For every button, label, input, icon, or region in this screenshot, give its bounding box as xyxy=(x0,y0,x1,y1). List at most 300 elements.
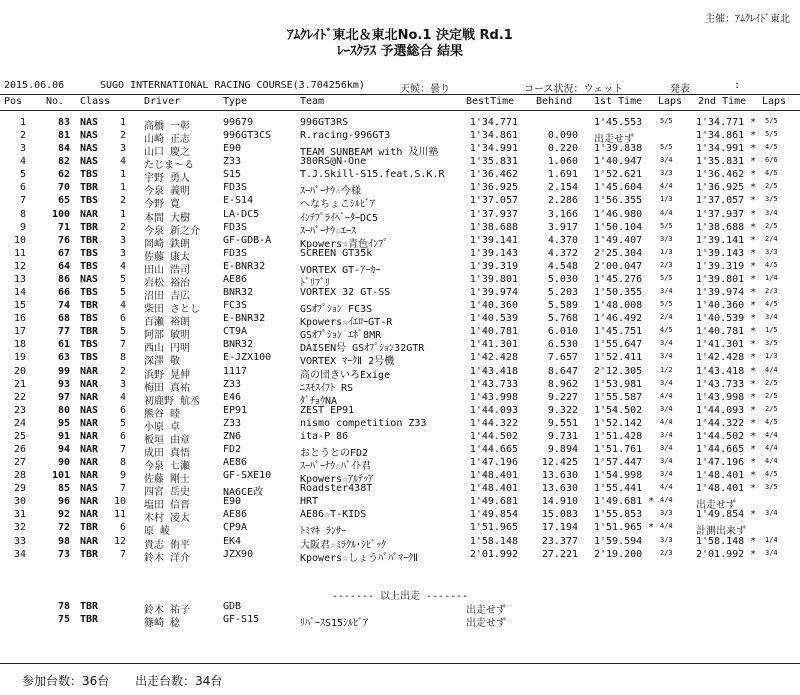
row-driver: 西山 円明 xyxy=(144,343,191,355)
row-no: 94 xyxy=(57,444,70,455)
row-no: 97 xyxy=(57,391,70,403)
row-best: 1'37.057 xyxy=(469,195,518,207)
row-best: 1'34.861 xyxy=(469,130,518,142)
course-name: SUGO INTERNATIONAL RACING COURSE(3.704256km) xyxy=(100,80,365,91)
row-pos: 14 xyxy=(13,287,26,299)
row-laps1: 4/5 xyxy=(660,326,673,335)
table-row xyxy=(0,418,800,431)
row-pos: 19 xyxy=(13,352,26,364)
row-class-pos: 7 xyxy=(119,483,126,495)
row-no: 77 xyxy=(57,326,70,338)
row-no: 91 xyxy=(57,430,70,442)
row-best: 1'48.401 xyxy=(469,470,518,482)
row-class: TBS xyxy=(80,260,99,272)
row-first-time: 1'49.681 * xyxy=(594,496,655,508)
row-class: TBS xyxy=(80,352,99,364)
row-laps2: 4/4 xyxy=(765,444,778,452)
row-class-pos: 3 xyxy=(119,143,126,155)
row-type: FD3S xyxy=(223,247,248,259)
table-row xyxy=(0,222,800,235)
row-no: 72 xyxy=(57,522,70,534)
row-pos: 20 xyxy=(13,365,26,377)
row-laps2: 4/5 xyxy=(765,143,778,152)
row-best: 1'49.681 xyxy=(469,496,518,508)
row-best: 1'39.141 xyxy=(469,234,518,246)
table-row xyxy=(0,366,800,379)
row-laps1: 1/3 xyxy=(660,247,673,256)
table-row xyxy=(0,496,800,512)
row-class-pos: 3 xyxy=(119,378,126,390)
row-type: AE86 xyxy=(223,273,248,285)
row-best: 1'42.428 xyxy=(469,352,518,364)
row-best: 1'36.925 xyxy=(469,182,518,194)
row-pos: 15 xyxy=(13,300,26,312)
table-row xyxy=(0,300,800,316)
row-type: ZN6 xyxy=(223,430,242,442)
row-best: 1'40.360 xyxy=(469,300,518,312)
row-type: FD3S xyxy=(223,182,248,194)
row-second-time: 1'43.998 * xyxy=(696,391,757,403)
row-class: NAS xyxy=(80,143,99,155)
row-laps2: 1/4 xyxy=(765,535,778,544)
table-row xyxy=(0,379,800,392)
row-pos: 30 xyxy=(13,496,26,508)
header-bottom-rule xyxy=(0,110,800,111)
table-row xyxy=(0,339,800,355)
row-class-pos: 3 xyxy=(119,234,126,246)
row-behind: 3.166 xyxy=(547,208,578,220)
row-team: ZEST EP91 xyxy=(300,404,355,416)
row-no: 70 xyxy=(57,182,70,194)
row-laps1: 3/4 xyxy=(660,404,673,413)
row-behind: 6.010 xyxy=(547,326,578,338)
row-driver: 百瀬 裕朗 xyxy=(144,317,191,329)
row-pos: 3 xyxy=(19,143,26,155)
row-team: VORTEX ﾏｰｸⅡ 2号機 xyxy=(300,356,395,368)
row-second-time: 出走せず xyxy=(696,500,736,512)
row-best: 1'35.831 xyxy=(469,156,518,168)
dns-class: TBR xyxy=(80,601,99,612)
row-team: VORTEX GT-ｱｰｶｰ xyxy=(300,264,381,276)
row-class-pos: 5 xyxy=(119,417,126,429)
row-type: Z33 xyxy=(223,378,242,390)
row-second-time: 1'34.771 * xyxy=(696,117,757,128)
row-best: 1'37.937 xyxy=(469,208,518,220)
table-row xyxy=(0,182,800,198)
starters-separator: ------- 以上出走 ------- xyxy=(331,591,469,602)
row-driver: 佐藤 剛士 xyxy=(144,474,191,486)
row-class: NAS xyxy=(80,273,99,285)
row-first-time: 1'39.838 xyxy=(594,143,643,155)
row-laps1: 3/4 xyxy=(660,444,673,452)
row-laps1: 4/4 xyxy=(660,417,673,426)
row-driver: 本間 大樹 xyxy=(144,212,191,224)
row-class-pos: 7 xyxy=(119,444,126,455)
row-driver: 今泉 義明 xyxy=(144,186,191,198)
row-no: 65 xyxy=(57,195,70,207)
row-class: TBR xyxy=(80,326,99,338)
row-behind: 23.377 xyxy=(541,535,578,547)
starters-count: 出走台数：34台 xyxy=(135,674,223,688)
row-class-pos: 11 xyxy=(114,509,127,521)
dns-status: 出走せず xyxy=(466,618,506,629)
row-pos: 16 xyxy=(13,313,26,325)
row-laps1: 5/5 xyxy=(660,221,673,230)
row-team: へなちょこｼﾙﾋﾞｱ xyxy=(300,199,375,211)
row-first-time: 1'53.981 xyxy=(594,378,643,390)
table-row xyxy=(0,326,800,342)
row-pos: 18 xyxy=(13,339,26,351)
row-second-time: 1'39.319 * xyxy=(696,260,757,272)
row-best: 1'44.665 xyxy=(469,444,518,455)
row-laps2: 4/5 xyxy=(765,169,778,178)
event-date: 2015.06.06 xyxy=(4,80,65,91)
row-behind: 8.962 xyxy=(547,378,578,390)
header-type: Type xyxy=(223,96,248,107)
row-class: TBR xyxy=(80,221,99,233)
row-best: 1'39.143 xyxy=(469,247,518,259)
row-laps1: 3/4 xyxy=(660,457,673,466)
weather-label: 天候：曇り xyxy=(400,84,450,95)
row-no: 63 xyxy=(57,352,70,364)
dns-team: ﾘﾊﾞｰｽS15ｼﾙﾋﾞｱ xyxy=(300,618,369,629)
row-laps1: 2/3 xyxy=(660,260,673,269)
row-laps1: 1/2 xyxy=(660,365,673,374)
row-team: ﾄﾐﾏｷ ﾗﾝｻｰ xyxy=(300,526,347,538)
row-first-time: 1'51.965 * xyxy=(594,522,655,534)
row-behind: 6.530 xyxy=(547,339,578,351)
row-class: TBR xyxy=(80,300,99,312)
row-first-time: 2'25.304 xyxy=(594,247,643,259)
row-driver: 山口 慶之 xyxy=(144,147,191,159)
row-team: ita-P 86 xyxy=(300,430,349,442)
row-class-pos: 8 xyxy=(119,352,126,364)
row-laps2: 1/5 xyxy=(765,326,778,335)
row-behind: 2.286 xyxy=(547,195,578,207)
header-best: BestTime xyxy=(466,96,515,107)
row-driver: 高橋 一彰 xyxy=(144,121,191,132)
row-driver: 今泉 新之介 xyxy=(144,225,201,237)
dns-type: GF-S15 xyxy=(223,614,260,625)
row-class: NAR xyxy=(80,208,99,220)
row-type: S15 xyxy=(223,169,242,181)
row-laps1: 3/3 xyxy=(660,169,673,178)
row-pos: 22 xyxy=(13,391,26,403)
row-driver: 四宮 岳史 xyxy=(144,487,191,499)
table-row xyxy=(0,248,800,261)
row-no: 76 xyxy=(57,234,70,246)
row-team: 大阪君☆ﾐﾗｸﾙ･ｼﾋﾞｯｸ xyxy=(300,539,387,551)
row-laps2: 2/5 xyxy=(765,378,778,387)
row-team: Kpowers☆青色ｲﾝﾌﾟ xyxy=(300,238,389,250)
row-driver: 佐藤 康太 xyxy=(144,251,191,263)
row-behind: 1.060 xyxy=(547,156,578,168)
row-laps1: 4/4 xyxy=(660,391,673,400)
row-team: ﾀﾞﾁｮｳNA xyxy=(300,395,338,407)
announce-time: : xyxy=(734,80,741,91)
row-first-time: 1'59.594 xyxy=(594,535,643,547)
dns-driver: 鈴木 祐子 xyxy=(144,605,191,616)
row-first-time: 1'55.441 xyxy=(594,483,643,495)
row-laps1: 4/4 xyxy=(660,496,673,505)
row-no: 67 xyxy=(57,247,70,259)
row-first-time: 1'51.428 xyxy=(594,430,643,442)
row-no: 95 xyxy=(57,417,70,429)
row-no: 61 xyxy=(57,339,70,351)
row-driver: 鈴木 洋介 xyxy=(144,552,191,564)
row-behind: 4.370 xyxy=(547,234,578,246)
row-class-pos: 6 xyxy=(119,522,126,534)
header-first: 1st Time xyxy=(594,96,643,107)
row-laps1: 5/5 xyxy=(660,143,673,152)
row-no: 62 xyxy=(57,169,70,181)
row-class: TBS xyxy=(80,287,99,299)
announce-label: 発表 xyxy=(670,84,690,95)
row-driver: 岩松 裕治 xyxy=(144,277,191,289)
row-laps2: 3/4 xyxy=(765,509,778,518)
row-no: 68 xyxy=(57,313,70,325)
row-laps1: 3/3 xyxy=(660,509,673,518)
row-class-pos: 5 xyxy=(119,287,126,299)
row-first-time: 1'50.355 xyxy=(594,287,643,299)
row-type: CT9A xyxy=(223,326,248,338)
row-class-pos: 1 xyxy=(119,117,126,128)
table-row xyxy=(0,130,800,146)
row-behind: 13.630 xyxy=(541,483,578,495)
row-driver: 原 崚 xyxy=(144,526,171,538)
row-no: 101 xyxy=(51,470,70,482)
row-first-time: 1'52.142 xyxy=(594,417,643,429)
row-class-pos: 9 xyxy=(119,470,126,482)
row-second-time: 1'49.854 * xyxy=(696,509,757,521)
row-laps2: 3/5 xyxy=(765,483,778,492)
row-class-pos: 2 xyxy=(119,221,126,233)
row-class: NAR xyxy=(80,391,99,403)
row-type: GF-SXE10 xyxy=(223,470,272,482)
row-second-time: 1'36.925 * xyxy=(696,182,757,194)
table-row xyxy=(0,392,800,405)
dns-status: 出走せず xyxy=(466,605,506,616)
row-best: 1'39.974 xyxy=(469,287,518,299)
row-behind: 7.657 xyxy=(547,352,578,364)
row-type: FD3S xyxy=(223,221,248,233)
row-team: おとうとのFD2 xyxy=(300,448,369,459)
row-type: AE86 xyxy=(223,509,248,521)
row-class: TBS xyxy=(80,195,99,207)
row-first-time: 1'46.980 xyxy=(594,208,643,220)
row-class: NAR xyxy=(80,365,99,377)
row-class: NAR xyxy=(80,457,99,469)
row-driver: 熊谷 睦 xyxy=(144,408,181,420)
row-laps1: 5/5 xyxy=(660,117,673,125)
row-class-pos: 3 xyxy=(119,247,126,259)
row-type: 996GT3CS xyxy=(223,130,272,142)
row-team: HRT xyxy=(300,496,319,508)
row-class-pos: 4 xyxy=(119,391,126,403)
row-pos: 32 xyxy=(13,522,26,534)
row-laps2: 3/5 xyxy=(765,195,778,204)
row-second-time: 1'42.428 * xyxy=(696,352,757,364)
row-first-time: 1'54.502 xyxy=(594,404,643,416)
row-second-time: 1'39.974 * xyxy=(696,287,757,299)
row-best: 1'44.502 xyxy=(469,430,518,442)
row-best: 1'40.781 xyxy=(469,326,518,338)
row-class: NAS xyxy=(80,156,99,168)
row-type: CP9A xyxy=(223,522,248,534)
row-second-time: 1'58.148 * xyxy=(696,535,757,547)
row-first-time: 1'55.853 xyxy=(594,509,643,521)
row-driver: 成田 真悟 xyxy=(144,448,191,459)
row-class: NAR xyxy=(80,535,99,547)
row-laps1: 3/4 xyxy=(660,352,673,361)
row-pos: 1 xyxy=(19,117,26,128)
row-driver: 沼田 吉広 xyxy=(144,291,191,303)
row-second-time: 1'37.057 * xyxy=(696,195,757,207)
organizer-label: 主催：ｱﾑｸﾚｲﾄﾞ東北 xyxy=(705,14,790,25)
row-best: 1'44.093 xyxy=(469,404,518,416)
row-pos: 7 xyxy=(19,195,26,207)
row-first-time: 1'45.553 xyxy=(594,117,643,128)
row-class-pos: 4 xyxy=(119,300,126,312)
row-first-time: 1'50.104 xyxy=(594,221,643,233)
row-type: E90 xyxy=(223,143,242,155)
row-laps2: 3/4 xyxy=(765,208,778,217)
table-row xyxy=(0,287,800,303)
header-no: No. xyxy=(46,96,65,107)
row-type: LA-DC5 xyxy=(223,208,260,220)
row-laps2: 4/5 xyxy=(765,260,778,269)
row-team: nismo competition Z33 xyxy=(300,417,427,429)
row-driver: 木村 凌太 xyxy=(144,513,191,525)
row-team: SCREEN GT35k xyxy=(300,247,373,259)
row-class-pos: 12 xyxy=(114,535,127,547)
row-behind: 9.551 xyxy=(547,417,578,429)
row-behind: 9.894 xyxy=(547,444,578,455)
row-laps2: 6/6 xyxy=(765,156,778,165)
row-laps2: 4/5 xyxy=(765,300,778,309)
row-class: NAS xyxy=(80,130,99,142)
row-behind: 13.630 xyxy=(541,470,578,482)
row-class-pos: 4 xyxy=(119,260,126,272)
row-driver: 今泉 七瀬 xyxy=(144,461,191,473)
row-class: TBR xyxy=(80,522,99,534)
row-class-pos: 5 xyxy=(119,326,126,338)
row-class-pos: 4 xyxy=(119,156,126,168)
row-first-time: 1'55.587 xyxy=(594,391,643,403)
table-row xyxy=(0,431,800,444)
row-class-pos: 6 xyxy=(119,313,126,325)
row-laps1: 3/4 xyxy=(660,156,673,165)
header-behind: Behind xyxy=(536,96,573,107)
row-pos: 13 xyxy=(13,273,26,285)
row-second-time: 1'44.093 * xyxy=(696,404,757,416)
row-laps1: 3/3 xyxy=(660,234,673,243)
row-second-time: 1'47.196 * xyxy=(696,457,757,469)
row-class: NAS xyxy=(80,404,99,416)
row-class-pos: 7 xyxy=(119,339,126,351)
row-no: 98 xyxy=(57,535,70,547)
row-second-time: 1'40.360 * xyxy=(696,300,757,312)
row-laps1: 2/3 xyxy=(660,548,673,557)
row-no: 74 xyxy=(57,300,70,312)
row-driver: 深澤 敬 xyxy=(144,356,181,368)
table-row xyxy=(0,444,800,457)
row-class: NAR xyxy=(80,509,99,521)
row-first-time: 1'52.621 xyxy=(594,169,643,181)
row-type: JZX90 xyxy=(223,548,254,560)
row-type: BNR32 xyxy=(223,287,254,299)
row-no: 64 xyxy=(57,260,70,272)
header-top-rule xyxy=(0,94,800,95)
row-type: E46 xyxy=(223,391,242,403)
row-best: 1'49.854 xyxy=(469,509,518,521)
row-second-time: 1'39.143 * xyxy=(696,247,757,259)
dns-class: TBR xyxy=(80,614,99,625)
header-second: 2nd Time xyxy=(698,96,747,107)
table-row xyxy=(0,274,800,287)
row-best: 1'39.801 xyxy=(469,273,518,285)
header-team: Team xyxy=(300,96,325,107)
row-class-pos: 5 xyxy=(119,273,126,285)
table-row xyxy=(0,195,800,211)
row-first-time: 2'19.200 xyxy=(594,548,643,560)
row-team: ﾄﾞﾘﾌﾞﾘ xyxy=(300,277,330,289)
row-class: TBR xyxy=(80,182,99,194)
row-driver: 山崎 正志 xyxy=(144,134,191,146)
row-no: 96 xyxy=(57,496,70,508)
dns-row xyxy=(0,601,800,614)
row-type: E90 xyxy=(223,496,242,508)
row-laps1: 3/3 xyxy=(660,535,673,544)
table-row xyxy=(0,549,800,562)
row-laps2: 3/3 xyxy=(765,247,778,256)
row-behind: 8.647 xyxy=(547,365,578,377)
row-laps2: 4/5 xyxy=(765,470,778,479)
row-driver: 岡崎 鉄朗 xyxy=(144,238,191,250)
row-first-time: 1'45.751 xyxy=(594,326,643,338)
row-driver: 今野 寛 xyxy=(144,199,181,211)
row-driver: 貴志 侑平 xyxy=(144,539,191,551)
track-condition: コース状況：ウェット xyxy=(524,84,624,95)
row-first-time: 2'00.047 xyxy=(594,260,643,272)
row-second-time: 1'37.937 * xyxy=(696,208,757,220)
row-class-pos: 6 xyxy=(119,404,126,416)
row-laps1: 3/4 xyxy=(660,339,673,348)
row-class-pos: 8 xyxy=(119,457,126,469)
row-laps2: 2/5 xyxy=(765,182,778,191)
row-pos: 33 xyxy=(13,535,26,547)
row-second-time: 1'39.801 * xyxy=(696,273,757,285)
row-team: Roadster438T xyxy=(300,483,373,495)
row-behind: 12.425 xyxy=(541,457,578,469)
dns-no: 75 xyxy=(57,614,70,625)
row-pos: 29 xyxy=(13,483,26,495)
row-class-pos: 1 xyxy=(119,208,126,220)
row-team: GSｵﾌﾟｼｮﾝ ｴﾎﾞ8MR xyxy=(300,330,382,342)
row-first-time: 1'56.355 xyxy=(594,195,643,207)
row-driver: 浜野 晃伸 xyxy=(144,369,191,381)
row-laps2: 5/5 xyxy=(765,130,778,139)
row-laps2: 4/4 xyxy=(765,365,778,374)
row-second-time: 1'41.301 * xyxy=(696,339,757,351)
row-best: 1'41.301 xyxy=(469,339,518,351)
table-row xyxy=(0,117,800,130)
row-behind: 9.731 xyxy=(547,430,578,442)
row-second-time: 1'44.665 * xyxy=(696,444,757,455)
row-first-time: 1'46.492 xyxy=(594,313,643,325)
row-type: EP91 xyxy=(223,404,248,416)
row-team: T.J.Skill-S15.feat.S.K.R xyxy=(300,169,445,181)
